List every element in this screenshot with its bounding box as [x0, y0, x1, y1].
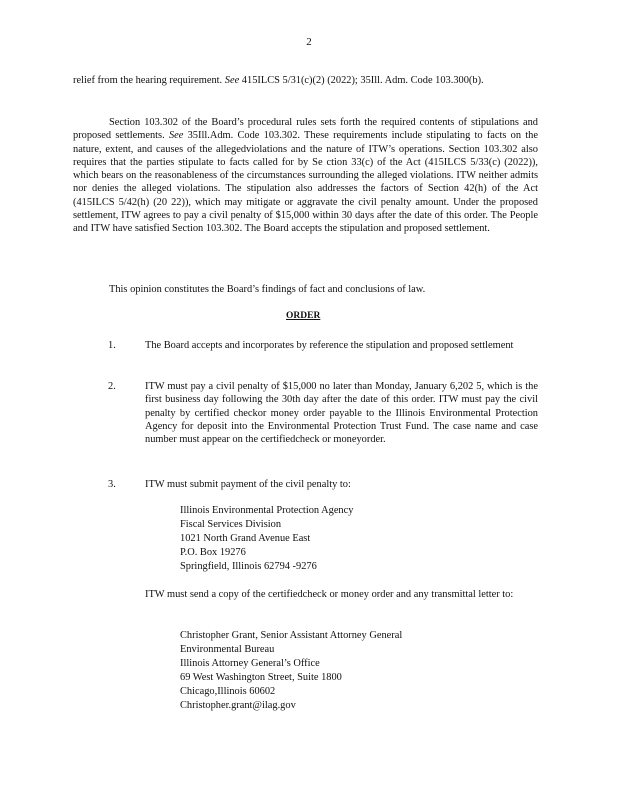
address-line: Springfield, Illinois 62794 -9276	[180, 561, 317, 572]
address-line: 69 West Washington Street, Suite 1800	[180, 672, 342, 683]
opinion-text: This opinion constitutes the Board’s findings of fact and conclusions of law.	[109, 284, 426, 295]
address-line: Illinois Attorney General’s Office	[180, 658, 320, 669]
paragraph-relief	[73, 74, 538, 87]
address-line: Christopher Grant, Senior Assistant Attorney General	[180, 630, 403, 641]
address-line: P.O. Box 19276	[180, 547, 246, 558]
address-line: 1021 North Grand Avenue East	[180, 533, 311, 544]
section-text-2: 35Ill.Adm. Code 103.302. These requirements include stipulating to facts on the nature, extent, and causes of the allegedviolations and the nature of ITW’s operations. Section 103.302 also requires that the parties stipulate to facts called for by Se ction 33(c) of the Act (415ILCS 5/33(c) (2022)), which bears on the reasonableness of the circumstances surrounding the alleged violations. ITW neither admits nor denies the alleged violations. The stipulation also addresses the factors of Section 42(h) of the Act (415ILCS 5/42(h) (20 22)), which may mitigate or aggravate the civil penalty amount. Under the proposed settlement, ITW agrees to pay a civil penalty of $15,000 within 30 days after the date of this order. The People and ITW have satisfied Section 103.302. The Board accepts the stipulation and proposed settlement.	[73, 130, 538, 235]
order-item-number: 3.	[108, 479, 116, 490]
payment-address-block	[180, 504, 353, 574]
relief-text: relief from the hearing requirement.	[73, 75, 223, 86]
order-item-text: ITW must submit payment of the civil penalty to:	[145, 479, 351, 490]
paragraph-opinion	[109, 283, 539, 296]
order-item-text: The Board accepts and incorporates by reference the stipulation and proposed settlement	[145, 340, 514, 351]
address-line: Environmental Bureau	[180, 644, 275, 655]
order-item-number: 2.	[108, 381, 116, 392]
section-text-1: Section 103.302 of the Board’s procedural rules sets forth the required contents of stipulations and proposed settlements.	[73, 117, 538, 142]
see-signal: See	[224, 75, 240, 86]
paragraph-section-103-302	[73, 116, 538, 236]
order-heading: ORDER	[286, 311, 321, 321]
order-item-text: ITW must pay a civil penalty of $15,000 no later than Monday, January 6,202 5, which is the first business day following the 30th day after the date of this order. ITW must pay the civil penalty by certified checkor money order payable to the Illinois Environmental Protection Agency for deposit into the Environmental Protection Trust Fund. The case name and case number must appear on the certifiedcheck or moneyorder.	[145, 381, 538, 446]
address-line: Fiscal Services Division	[180, 519, 282, 530]
order-item-number: 1.	[108, 340, 116, 351]
page-number: 2	[306, 36, 312, 48]
address-line: Chicago,Illinois 60602	[180, 686, 276, 697]
email-address: Christopher.grant@ilag.gov	[180, 700, 296, 711]
copy-instruction-text: ITW must send a copy of the certifiedcheck or money order and any transmittal letter to:	[145, 589, 514, 600]
address-line: Illinois Environmental Protection Agency	[180, 505, 354, 516]
see-signal-2: See	[168, 130, 184, 142]
relief-citation: 415ILCS 5/31(c)(2) (2022); 35Ill. Adm. Code 103.300(b).	[241, 75, 484, 86]
copy-address-block	[180, 629, 402, 713]
